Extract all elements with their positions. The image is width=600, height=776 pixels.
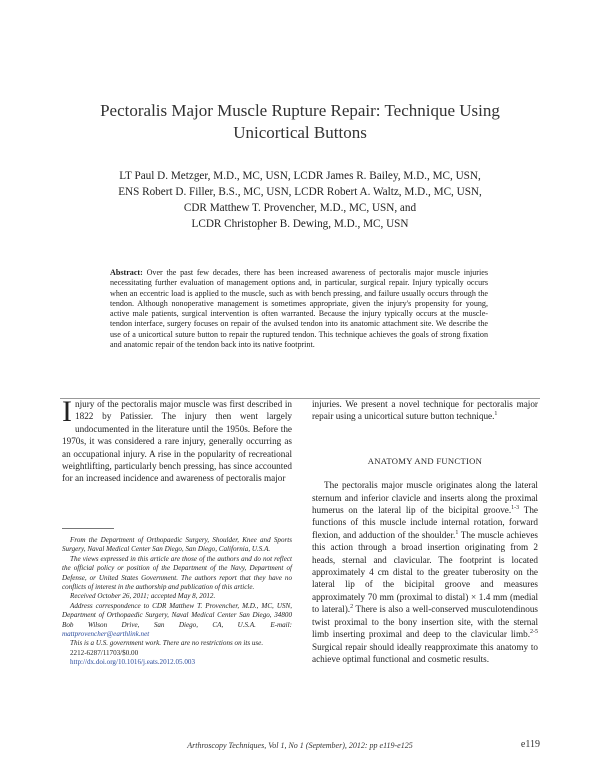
- anatomy-paragraph: [312, 479, 538, 665]
- correspondence-text: Address correspondence to CDR Matthew T. Provencher, M.D., MC, USN, Department of Orthopaedic Surgery, Naval Medical Center San Diego, 34800 Bob Wilson Drive, San Diego, CA, U.S.A. E-mail:: [62, 601, 292, 629]
- journal-citation: Arthroscopy Techniques, Vol 1, No 1 (September), 2012: pp e119-e125: [187, 741, 413, 750]
- section-heading: ANATOMY AND FUNCTION: [367, 455, 483, 466]
- left-column: [62, 395, 292, 485]
- citation-ref[interactable]: 1: [494, 411, 498, 418]
- footnotes: [62, 536, 292, 668]
- anatomy-text: Surgical repair should ideally reapproximate this anatomy to achieve optimal functional and cosmetic results.: [312, 641, 538, 664]
- footnote-issn: 2212-6287/11703/$0.00: [70, 648, 139, 657]
- title-line-1: Pectoralis Major Muscle Rupture Repair: Technique Using: [100, 101, 500, 120]
- page-number: e119: [520, 739, 540, 750]
- footnote-received: Received October 26, 2011; accepted May 8, 2012.: [70, 592, 216, 601]
- doi-link[interactable]: http://dx.doi.org/10.1016/j.eats.2012.05.003: [70, 658, 195, 667]
- author-line: LT Paul D. Metzger, M.D., MC, USN, LCDR James R. Bailey, M.D., MC, USN,: [119, 170, 481, 182]
- intro-paragraph: [62, 395, 292, 485]
- footnote-divider: [62, 528, 114, 529]
- drop-cap: I: [62, 395, 72, 428]
- citation-ref[interactable]: 2: [350, 604, 354, 611]
- abstract-label: Abstract:: [110, 268, 143, 277]
- footnote-correspondence: [62, 602, 292, 640]
- anatomy-text: The muscle achieves this action through a broad insertion originating from 2 heads, sternal and clavicular. The footprint is located approximately 4 cm distal to the greater tuberosity on the lateral lip of the bicipital groove and measures approximately 70 mm (proximal to distal) × 1.4 mm (medial to lateral).: [312, 529, 538, 615]
- email-link[interactable]: mattprovencher@earthlink.net: [62, 630, 150, 639]
- anatomy-text: There is also a well-conserved musculotendinous twist proximal to the bony insertion site, with the sternal limb inserting proximal and deep to the clavicular limb.: [312, 604, 538, 640]
- citation-ref[interactable]: 2-5: [530, 629, 538, 636]
- author-line: CDR Matthew T. Provencher, M.D., MC, USN, and: [183, 202, 417, 214]
- author-list: [60, 168, 540, 232]
- author-line: LCDR Christopher B. Dewing, M.D., MC, USN: [191, 218, 409, 230]
- footnote-disclaimer: The views expressed in this article are those of the authors and do not reflect the official policy or position of the Department of the Navy, Department of Defense, or United States Government. The authors report that they have no conflicts of interest in the authorship and publication of this article.: [62, 554, 292, 592]
- author-line: ENS Robert D. Filler, B.S., MC, USN, LCDR Robert A. Waltz, M.D., MC, USN,: [118, 186, 482, 198]
- anatomy-text: The functions of this muscle include internal rotation, forward flexion, and adduction of the shoulder.: [312, 505, 538, 540]
- article-title: [60, 100, 540, 144]
- intro-text: njury of the pectoralis major muscle was first described in 1822 by Patissier. The injury then went largely undocumented in the literature until the 1950s. Before the 1970s, it was considered a rare injury, generally occurring as an occupational injury. A rise in the popularity of recreational weightlifting, particularly bench pressing, has since accounted for an increased incidence and awareness of pectoralis major: [62, 399, 292, 484]
- abstract-text: Over the past few decades, there has been increased awareness of pectoralis major muscle injuries necessitating further evaluation of management options and, in particular, surgical repair. Injury typically occurs when an eccentric load is applied to the muscle, such as with bench pressing, and failure usually occurs through the tendon. Although nonoperative management is sometimes appropriate, given the injury's propensity for young, active male patients, surgical intervention is often warranted. Because the injury typically occurs at the muscle-tendon interface, surgery focuses on repair of the avulsed tendon into its anatomic attachment site. We describe the use of a unicortical suture button to repair the ruptured tendon. This technique achieves the goals of strong fixation and anatomic repair of the tendon back into its native footprint.: [110, 268, 488, 350]
- abstract: [110, 268, 488, 350]
- anatomy-text: The pectoralis major muscle originates along the lateral sternum and inferior clavicle and inserts along the proximal humerus on the lateral lip of the bicipital groove.: [312, 480, 538, 516]
- right-column: [312, 398, 538, 665]
- footnote-gov-work: This is a U.S. government work. There are no restrictions on its use.: [70, 639, 264, 648]
- intro-cont-text: injuries. We present a novel technique for pectoralis major repair using a unicortical suture button technique.: [312, 399, 538, 422]
- citation-ref[interactable]: 1-3: [511, 504, 520, 511]
- title-line-2: Unicortical Buttons: [233, 123, 367, 142]
- citation-ref[interactable]: 1: [455, 529, 459, 536]
- footnote-affiliation: From the Department of Orthopaedic Surgery, Shoulder, Knee and Sports Surgery, Naval Medical Center San Diego, San Diego, California, U.S.A.: [62, 536, 292, 554]
- intro-continued: [312, 398, 538, 423]
